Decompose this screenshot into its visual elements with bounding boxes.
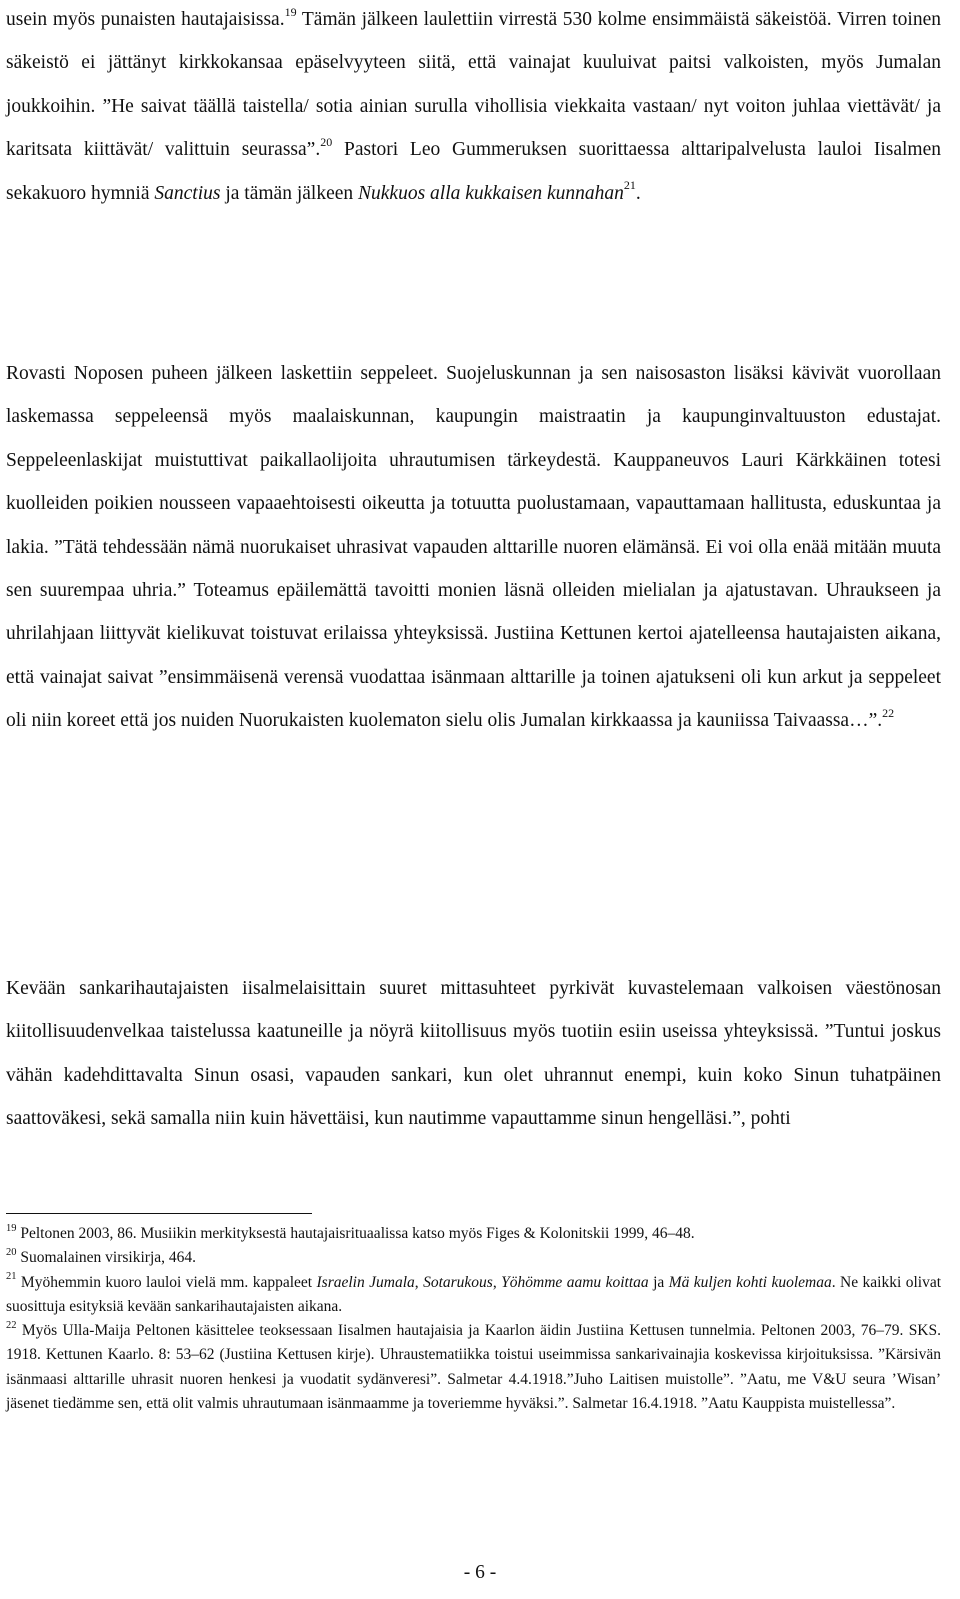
footnote-ref[interactable]: 19 (284, 4, 297, 19)
paragraph-text: usein myös punaisten hautajaisissa. (6, 9, 285, 30)
footnote (6, 1246, 941, 1270)
italic-title: Israelin Jumala (316, 1273, 415, 1291)
footnote-ref[interactable]: 20 (320, 134, 333, 149)
footnote-text: . Ne kaikki olivat suosittuja esityksiä kevään sankarihautajaisten aikana. (6, 1273, 942, 1315)
footnote-number: 22 (6, 1320, 17, 1332)
paragraph-text: Rovasti Noposen puheen jälkeen laskettiin seppeleet. Suojeluskunnan ja sen naisosaston lisäksi kävivät vuorollaan laskemassa seppeleensä myös maalaiskunnan, kaupungin maistraatin ja kaupunginvaltuuston edustajat. Seppeleenlaskijat muistuttivat paikallaolijoita uhrautumisen tärkeydestä. Kauppaneuvos Lauri Kärkkäinen totesi kuolleiden poikien nousseen vapaaehtoisesti oikeutta ja totuutta puolustamaan, vapauttamaan hallitusta, eduskuntaa ja lakia. ”Tätä tehdessään nämä nuorukaiset uhrasivat vapauden alttarille nuoren elämänsä. Ei voi olla enää mitään muuta sen suurempaa uhria.” Toteamus epäilemättä tavoitti monien läsnä olleiden mielialan ja ajatustavan. Uhraukseen ja uhrilahjaan liittyvät kielikuvat toistuvat erilaissa yhteyksissä. Justiina Kettunen kertoi ajatelleensa hautajaisten aikana, että vainajat saivat ”ensimmäisenä verensä vuodattaa isänmaan alttarille ja toinen ajatukseni oli kun arkut ja seppeleet oli niin koreet että jos nuiden Nuorukaisten kuolematon sielu olis Jumalan kirkkaassa ja kauniissa Taivaassa…”. (6, 363, 941, 732)
italic-title: Nukkuos alla kukkaisen kunnahan (358, 182, 624, 204)
footnote-number: 20 (6, 1247, 17, 1259)
footnote (6, 1271, 941, 1320)
body-paragraph (6, 0, 941, 215)
body-paragraph (6, 352, 941, 743)
paragraph-text: ja tämän jälkeen (220, 182, 359, 204)
footnote-text: Suomalainen virsikirja, 464. (16, 1249, 197, 1267)
italic-title: Sanctius (154, 182, 221, 204)
footnote-text: , (414, 1273, 424, 1291)
paragraph-text: Tämän jälkeen laulettiin virrestä 530 kolme ensimmäistä säkeistöä. Virren toinen säkeistö ei jättänyt kirkkokansaa epäselvyyteen siitä, että vainajat kuuluivat paitsi valkoisten, myös Jumalan joukkoihin. ”He saivat täällä taistella/ sotia ainian surulla vihollisia viekkaita vastaan/ nyt voiton juhlaa viettävät/ ja karitsata kiittävät/ valittuin seurassa”. (6, 9, 941, 161)
footnote-ref[interactable]: 21 (623, 178, 636, 193)
footnote-text: , (492, 1273, 502, 1291)
paragraph-text: Kevään sankarihautajaisten iisalmelaisittain suuret mittasuhteet pyrkivät kuvastelemaan valkoisen väestönosan kiitollisuudenvelkaa taistelussa kaatuneille ja nöyrä kiitollisuus myös tuotiin esiin useissa yhteyksissä. ”Tuntui joskus vähän kadehdittavalta Sinun osasi, vapauden sankari, kun olet uhrannut enempi, kuin koko Sinun tuhatpäinen saattoväkesi, sekä samalla niin kuin hävettäisi, kun nautimme vapauttamme sinun hengelläsi.”, pohti (6, 978, 941, 1130)
footnote-text: Myös Ulla-Maija Peltonen käsittelee teoksessaan Iisalmen hautajaisia ja Kaarlon äidin Justiina Kettusen tunnelmia. Peltonen 2003, 76–79. SKS. 1918. Kettunen Kaarlo. 8: 53–62 (Justiina Kettusen kirje). Uhraustematiikka toistui useimmissa sankarivainajia koskevissa kirjoituksissa. ”Kärsivän isänmaasi alttarille uhrasit nuoren henkesi ja vuodatit sydänveresi”. Salmetar 4.4.1918.”Juho Laitisen muistolle”. ”Aatu, me V&U seura ’Wisan’ jäsenet tiedämme sen, että olit valmis uhrautumaan isänmaamme ja toveriemme hyväksi.”. Salmetar 16.4.1918. ”Aatu Kauppista muistellessa”. (6, 1322, 941, 1413)
footnote-text: Myöhemmin kuoro lauloi vielä mm. kappaleet (16, 1273, 317, 1291)
italic-title: Yöhömme aamu koittaa (501, 1273, 649, 1291)
body-paragraph (6, 967, 941, 1141)
footnote-number: 21 (6, 1271, 17, 1283)
footnote (6, 1319, 941, 1416)
footnote-ref[interactable]: 22 (882, 705, 895, 720)
footnote-divider (6, 1213, 312, 1214)
footnote-text: ja (648, 1273, 669, 1291)
italic-title: Sotarukous (423, 1273, 493, 1291)
footnotes (6, 1222, 941, 1416)
footnote-text: Peltonen 2003, 86. Musiikin merkityksestä hautajaisrituaalissa katso myös Figes & Kolonitskii 1999, 46–48. (16, 1225, 695, 1242)
paragraph-text: . (635, 182, 641, 204)
footnote (6, 1222, 941, 1246)
footnote-number: 19 (6, 1222, 17, 1234)
italic-title: Mä kuljen kohti kuolemaa (668, 1273, 832, 1291)
page-number: - 6 - (463, 1562, 497, 1583)
paragraph-text: Pastori Leo Gummeruksen suorittaessa alttaripalvelusta lauloi Iisalmen sekakuoro hymniä (6, 139, 941, 204)
